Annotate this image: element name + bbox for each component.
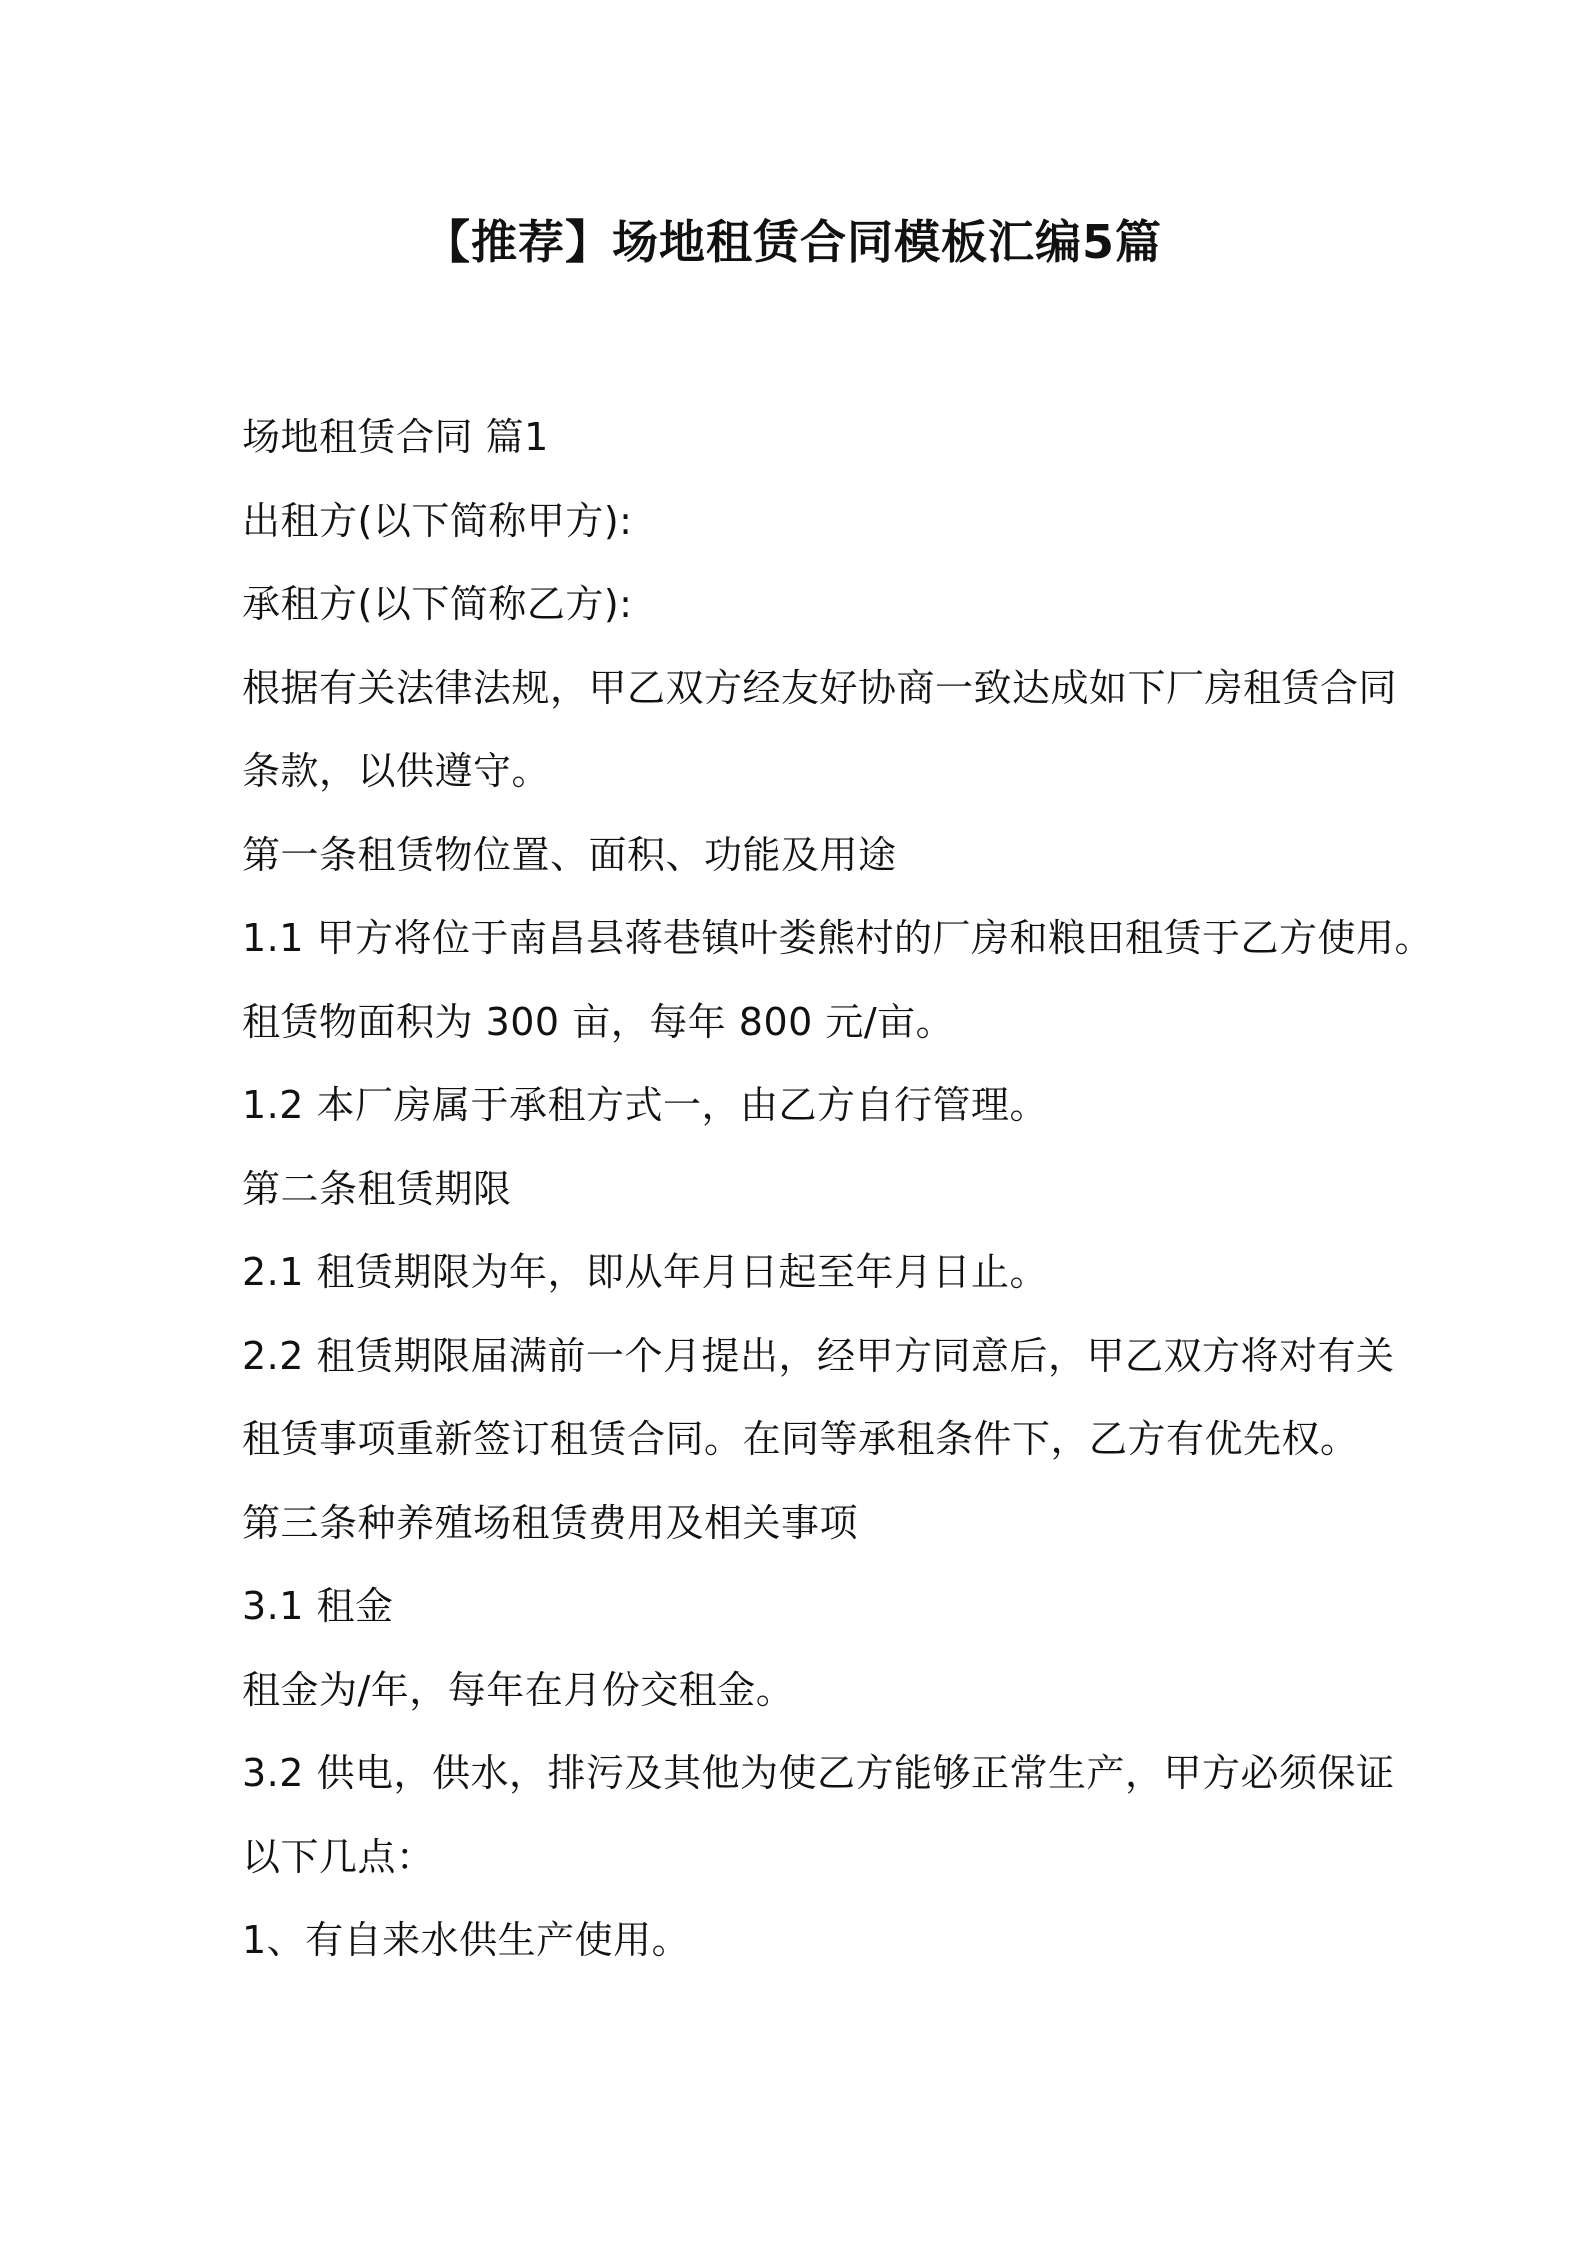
clause-3-2-line-1: 3.2 供电，供水，排污及其他为使乙方能够正常生产，甲方必须保证 (242, 1751, 1395, 1795)
clause-1-1-line-2: 租赁物面积为 300 亩，每年 800 元/亩。 (242, 999, 955, 1044)
clause-1-2: 1.2 本厂房属于承租方式一，由乙方自行管理。 (242, 1083, 1049, 1127)
clause-3-1-text: 租金为/年，每年在月份交租金。 (242, 1667, 795, 1712)
document-body (242, 402, 1434, 1989)
article-2-heading: 第二条租赁期限 (242, 1166, 512, 1211)
lessee-line: 承租方(以下简称乙方): (242, 582, 633, 626)
clause-2-2-line-1: 2.2 租赁期限届满前一个月提出，经甲方同意后，甲乙双方将对有关 (242, 1333, 1395, 1378)
list-item-1: 1、有自来水供生产使用。 (242, 1918, 691, 1962)
clause-3-1-heading: 3.1 租金 (242, 1584, 394, 1628)
clause-1-1-line-1: 1.1 甲方将位于南昌县蒋巷镇叶娄熊村的厂房和粮田租赁于乙方使用。 (242, 916, 1434, 960)
clause-2-2-line-2: 租赁事项重新签订租赁合同。在同等承租条件下，乙方有优先权。 (242, 1417, 1359, 1461)
lessor-line: 出租方(以下简称甲方): (242, 498, 633, 543)
document-title: 【推荐】场地租赁合同模板汇编5篇 (423, 215, 1162, 269)
preamble-line-2: 条款，以供遵守。 (242, 749, 551, 793)
preamble-line-1: 根据有关法律法规，甲乙双方经友好协商一致达成如下厂房租赁合同 (242, 665, 1398, 710)
article-1-heading: 第一条租赁物位置、面积、功能及用途 (242, 832, 897, 877)
clause-3-2-line-2: 以下几点： (242, 1834, 435, 1879)
clause-2-1: 2.1 租赁期限为年，即从年月日起至年月日止。 (242, 1250, 1049, 1294)
article-3-heading: 第三条种养殖场租赁费用及相关事项 (242, 1500, 859, 1545)
section-heading-part1: 场地租赁合同 篇1 (242, 415, 549, 459)
